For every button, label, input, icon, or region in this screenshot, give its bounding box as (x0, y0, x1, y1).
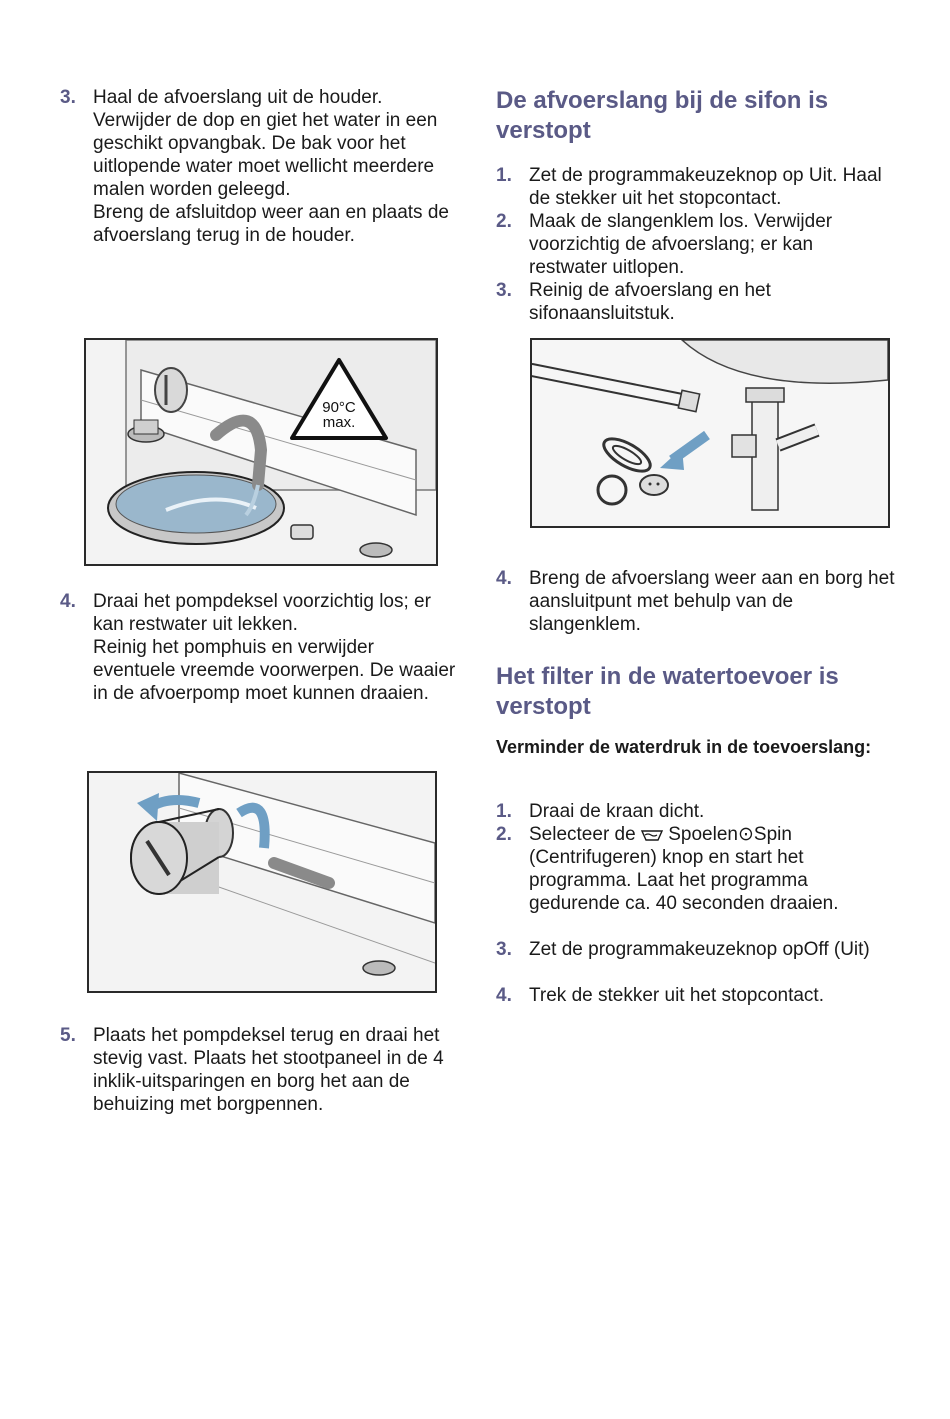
filter-step-1 (496, 800, 896, 823)
temperature-label: 90°C (322, 399, 356, 416)
step-number: 2. (496, 824, 512, 845)
filter-step-3 (496, 938, 896, 961)
step-text (529, 823, 896, 915)
step-number: 5. (60, 1025, 76, 1046)
subheading-reduce-pressure: Verminder de waterdruk in de toevoerslang: (496, 737, 872, 757)
step-text: Verwijder de dop en giet het water in een geschikt opvangbak. De bak voor het uitlopende water moet wellicht meerdere malen worden geleegd. (93, 110, 438, 200)
step-text-end: Spoelen⊙Spin (Centrifugeren) knop en start het programma. Laat het programma gedurende ca. 40 seconden draaien. (529, 824, 839, 914)
heading-filter-blocked: Het filter in de watertoevoer is verstopt (496, 663, 839, 720)
step-number: 4. (496, 985, 512, 1006)
siphon-step-1 (496, 164, 896, 210)
step-text: Reinig de afvoerslang en het sifonaansluitstuk. (529, 280, 771, 324)
siphon-step-2 (496, 210, 896, 279)
step-text: Zet de programmakeuzeknop op Uit. Haal de stekker uit het stopcontact. (529, 165, 882, 209)
step-number: 1. (496, 165, 512, 186)
step-number: 4. (496, 568, 512, 589)
pump-lid-figure (87, 771, 437, 993)
step-5 (60, 1024, 460, 1116)
step-text: Maak de slangenklem los. Verwijder voorzichtig de afvoerslang; er kan restwater uitlopen. (529, 211, 833, 278)
step-number: 2. (496, 211, 512, 232)
step-text: Zet de programmakeuzeknop opOff (Uit) (529, 939, 870, 960)
rinse-basin-icon (641, 828, 663, 841)
step-number: 3. (60, 87, 76, 108)
filter-step-4 (496, 984, 896, 1007)
siphon-step-3 (496, 279, 896, 325)
heading-siphon-blocked: De afvoerslang bij de sifon is verstopt (496, 87, 829, 144)
siphon-figure (530, 338, 890, 528)
step-text: Draai het pompdeksel voorzichtig los; er kan restwater uit lekken. (93, 591, 431, 635)
step-text: Breng de afvoerslang weer aan en borg het aansluitpunt met behulp van de slangenklem. (529, 568, 895, 635)
step-number: 3. (496, 939, 512, 960)
step-3 (60, 86, 460, 247)
filter-step-2 (496, 823, 896, 915)
step-text: Reinig het pomphuis en verwijder eventuele vreemde voorwerpen. De waaier in de afvoerpomp moet kunnen draaien. (93, 637, 456, 704)
step-text-start: Selecteer de (529, 824, 641, 845)
step-text: Plaats het pompdeksel terug en draai het stevig vast. Plaats het stootpaneel in de 4 inklik-uitsparingen en borg het aan de behuizing met borgpennen. (93, 1025, 444, 1115)
max-label: max. (322, 414, 356, 431)
step-text: Trek de stekker uit het stopcontact. (529, 985, 824, 1006)
siphon-step-4 (496, 567, 896, 636)
step-number: 3. (496, 280, 512, 301)
step-4 (60, 590, 460, 705)
step-text: Haal de afvoerslang uit de houder. (93, 87, 383, 108)
drain-hose-figure (84, 338, 438, 566)
step-text: Draai de kraan dicht. (529, 801, 705, 822)
step-number: 1. (496, 801, 512, 822)
step-number: 4. (60, 591, 76, 612)
step-text: Breng de afsluitdop weer aan en plaats de afvoerslang terug in de houder. (93, 202, 449, 246)
